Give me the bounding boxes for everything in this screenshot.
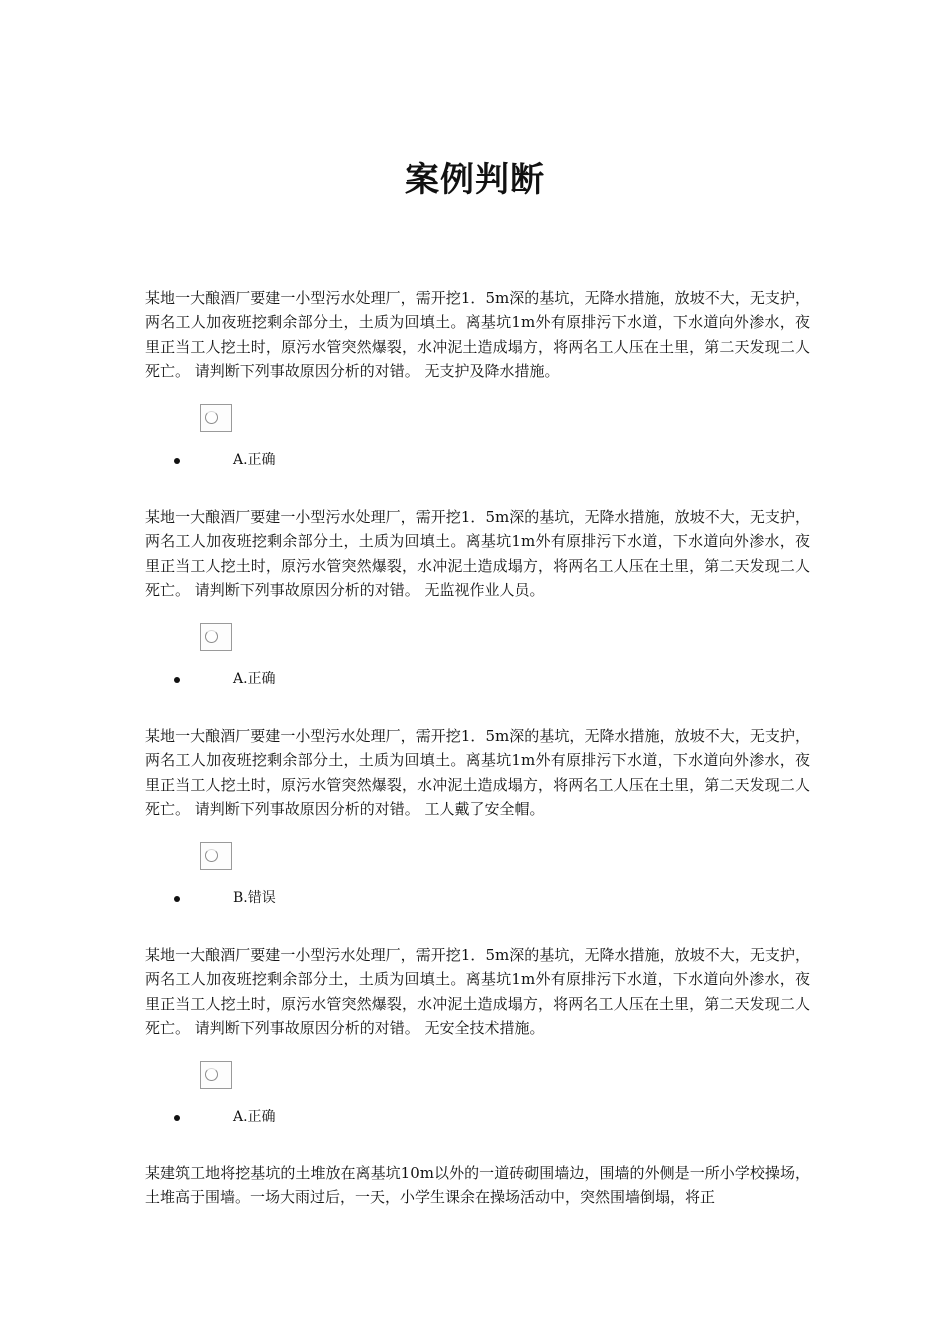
radio-button[interactable] xyxy=(200,404,232,432)
question-text: 某建筑工地将挖基坑的土堆放在离基坑10m以外的一道砖砌围墙边，围墙的外侧是一所小学校操场，土堆高于围墙。一场大雨过后，一天，小学生课余在操场活动中，突然围墙倒塌，将正 xyxy=(145,1164,810,1207)
answer-block xyxy=(145,623,810,703)
bullet-icon xyxy=(174,1115,180,1121)
bullet-icon xyxy=(174,677,180,683)
question-item xyxy=(145,724,810,821)
radio-button[interactable] xyxy=(200,842,232,870)
question-item xyxy=(145,943,810,1040)
question-text: 某地一大酿酒厂要建一小型污水处理厂，需开挖1．5m深的基坑，无降水措施，放坡不大，无支护，两名工人加夜班挖剩余部分土，土质为回填土。离基坑1m外有原排污下水道，下水道向外渗水，夜里正当工人挖土时，原污水管突然爆裂，水冲泥土造成塌方，将两名工人压在土里，第二天发现二人死亡。 请判断下列事故原因分析的对错。 无监视作业人员。 xyxy=(145,508,810,599)
radio-circle-icon xyxy=(205,1068,218,1081)
bullet-icon xyxy=(174,458,180,464)
question-text: 某地一大酿酒厂要建一小型污水处理厂，需开挖1．5m深的基坑，无降水措施，放坡不大，无支护，两名工人加夜班挖剩余部分土，土质为回填土。离基坑1m外有原排污下水道，下水道向外渗水，夜里正当工人挖土时，原污水管突然爆裂，水冲泥土造成塌方，将两名工人压在土里，第二天发现二人死亡。 请判断下列事故原因分析的对错。 无安全技术措施。 xyxy=(145,946,810,1037)
radio-circle-icon xyxy=(205,630,218,643)
radio-button[interactable] xyxy=(200,623,232,651)
answer-option: A.正确 xyxy=(233,452,276,468)
page-title: 案例判断 xyxy=(405,160,545,200)
answer-option: A.正确 xyxy=(233,1109,276,1125)
question-item xyxy=(145,505,810,602)
bullet-icon xyxy=(174,896,180,902)
question-text: 某地一大酿酒厂要建一小型污水处理厂，需开挖1．5m深的基坑，无降水措施，放坡不大，无支护，两名工人加夜班挖剩余部分土，土质为回填土。离基坑1m外有原排污下水道，下水道向外渗水，夜里正当工人挖土时，原污水管突然爆裂，水冲泥土造成塌方，将两名工人压在土里，第二天发现二人死亡。 请判断下列事故原因分析的对错。 工人戴了安全帽。 xyxy=(145,727,810,818)
radio-button[interactable] xyxy=(200,1061,232,1089)
answer-block xyxy=(145,404,810,484)
question-item xyxy=(145,286,810,383)
answer-option: B.错误 xyxy=(233,890,276,906)
question-item xyxy=(145,1161,810,1210)
question-text: 某地一大酿酒厂要建一小型污水处理厂，需开挖1．5m深的基坑，无降水措施，放坡不大，无支护，两名工人加夜班挖剩余部分土，土质为回填土。离基坑1m外有原排污下水道，下水道向外渗水，夜里正当工人挖土时，原污水管突然爆裂，水冲泥土造成塌方，将两名工人压在土里，第二天发现二人死亡。 请判断下列事故原因分析的对错。 无支护及降水措施。 xyxy=(145,289,810,380)
answer-option: A.正确 xyxy=(233,671,276,687)
answer-block xyxy=(145,842,810,922)
radio-circle-icon xyxy=(205,411,218,424)
answer-block xyxy=(145,1061,810,1141)
radio-circle-icon xyxy=(205,849,218,862)
